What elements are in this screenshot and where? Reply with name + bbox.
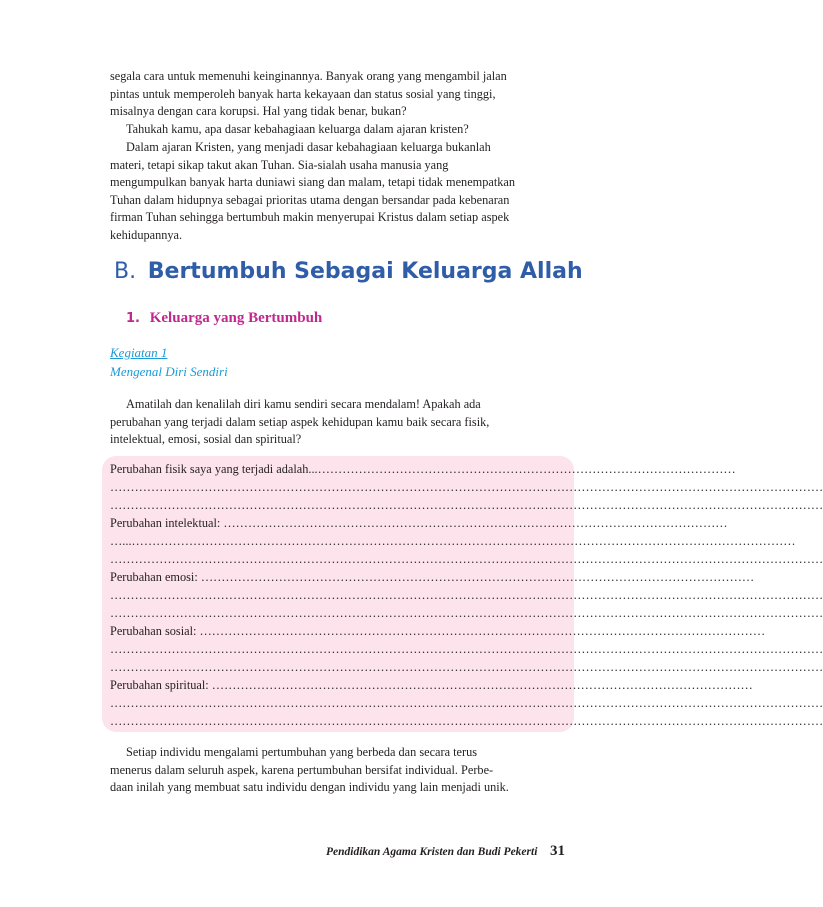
- text-line: segala cara untuk memenuhi keinginannya. Banyak orang yang mengambil jalan: [110, 69, 507, 83]
- section-letter: B.: [114, 259, 137, 284]
- page-number: 31: [550, 843, 565, 859]
- subsection-number: 1.: [126, 311, 140, 326]
- worksheet-line[interactable]: Perubahan spiritual: ……………………………………………………………………………………………………………………: [110, 678, 753, 692]
- worksheet-line[interactable]: …………………………………………………………………………………………………………………………………………………………: [110, 480, 823, 494]
- text-line: materi, tetapi sikap takut akan Tuhan. Sia-sialah usaha manusia yang: [110, 157, 449, 172]
- section-heading: [114, 259, 583, 284]
- text-line: kehidupannya.: [110, 227, 183, 242]
- activity-subtitle: Mengenal Diri Sendiri: [110, 364, 228, 379]
- subsection-heading: [126, 310, 322, 327]
- text-line: perubahan yang terjadi dalam setiap aspek kehidupan kamu baik secara fisik,: [110, 414, 490, 429]
- question-paragraph: [110, 121, 566, 139]
- worksheet-line[interactable]: …………………………………………………………………………………………………………………………………………………………: [110, 588, 823, 602]
- worksheet-line[interactable]: Perubahan sosial: …………………………………………………………………………………………………………………………: [110, 624, 766, 638]
- footer-book-title: Pendidikan Agama Kristen dan Budi Pekerti: [326, 846, 538, 858]
- text-line: Amatilah dan kenalilah diri kamu sendiri secara mendalam! Apakah ada: [126, 397, 481, 411]
- section-title: Bertumbuh Sebagai Keluarga Allah: [147, 259, 583, 284]
- text-line: Dalam ajaran Kristen, yang menjadi dasar kebahagiaan keluarga bukanlah: [126, 140, 491, 154]
- instruction-paragraph: [110, 396, 566, 449]
- activity-label: Kegiatan 1: [110, 345, 168, 360]
- worksheet-line[interactable]: …………………………………………………………………………………………………………………………………………………………: [110, 714, 823, 728]
- answer-paragraph: [110, 139, 566, 245]
- text-line: pintas untuk memperoleh banyak harta kekayaan dan status sosial yang tinggi,: [110, 86, 496, 101]
- worksheet-line[interactable]: …………………………………………………………………………………………………………………………………………………………: [110, 552, 823, 566]
- worksheet-line[interactable]: …...………………………………………………………………………………………………………………………………………………: [110, 534, 796, 548]
- text-line: intelektual, emosi, sosial dan spiritual?: [110, 432, 302, 447]
- worksheet-line[interactable]: Perubahan emosi: ………………………………………………………………………………………………………………………: [110, 570, 755, 584]
- worksheet-line[interactable]: …………………………………………………………………………………………………………………………………………………………: [110, 606, 823, 620]
- subsection-title: Keluarga yang Bertumbuh: [149, 310, 323, 326]
- worksheet-line[interactable]: …………………………………………………………………………………………………………………………………………………………: [110, 498, 823, 512]
- worksheet-line[interactable]: …………………………………………………………………………………………………………………………………………………………: [110, 642, 823, 656]
- text-line: misalnya dengan cara korupsi. Hal yang tidak benar, bukan?: [110, 104, 407, 119]
- text-line: mengumpulkan banyak harta duniawi siang dan malam, tetapi tidak menempatkan: [110, 175, 515, 190]
- worksheet-line[interactable]: Perubahan intelektual: ……………………………………………………………………………………………………………: [110, 516, 728, 530]
- closing-paragraph: [110, 744, 566, 797]
- text-line: firman Tuhan sehingga bertumbuh makin menyerupai Kristus dalam setiap aspek: [110, 210, 510, 225]
- activity-heading: [110, 343, 228, 381]
- text-line: Tuhan dalam hidupnya sebagai prioritas utama dengan bersandar pada kebenaran: [110, 192, 510, 207]
- worksheet-line[interactable]: …………………………………………………………………………………………………………………………………………………………: [110, 660, 823, 674]
- text-line: daan inilah yang membuat satu individu dengan individu yang lain menjadi unik.: [110, 780, 509, 795]
- worksheet-line[interactable]: Perubahan fisik saya yang terjadi adalah...…………………………………………………………………………………………: [110, 462, 736, 476]
- worksheet-line[interactable]: …………………………………………………………………………………………………………………………………………………………: [110, 696, 823, 710]
- question-line: Tahukah kamu, apa dasar kebahagiaan keluarga dalam ajaran kristen?: [126, 122, 469, 136]
- text-line: Setiap individu mengalami pertumbuhan yang berbeda dan secara terus: [126, 745, 478, 759]
- text-line: menerus dalam seluruh aspek, karena pertumbuhan bersifat individual. Perbe-: [110, 762, 494, 777]
- intro-paragraph: [110, 68, 566, 121]
